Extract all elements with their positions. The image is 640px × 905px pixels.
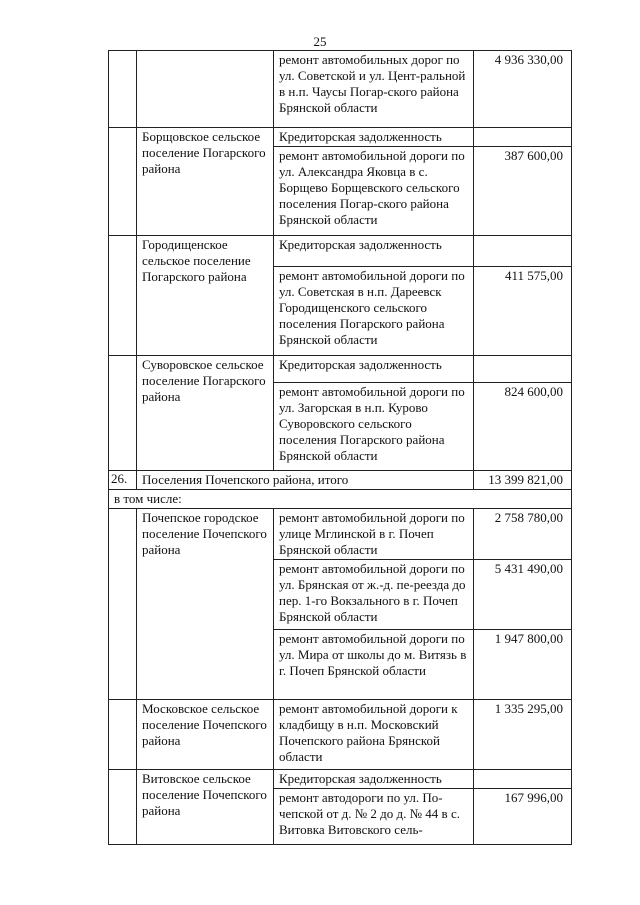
work-description: ремонт автомобильной дороги по ул. Мира от школы до м. Витязь в г. Почеп Брянской области (274, 630, 474, 700)
amount-cell: 5 431 490,00 (474, 560, 572, 630)
work-description: ремонт автомобильной дороги по ул. Загорская в н.п. Курово Суворовского сельского поселения Погарского района Брянской области (274, 383, 474, 471)
amount-cell: 387 600,00 (474, 147, 572, 236)
amount-cell: 4 936 330,00 (474, 51, 572, 128)
amount-cell (474, 128, 572, 147)
amount-cell (474, 236, 572, 267)
including-label: в том числе: (109, 490, 572, 509)
settlement-name: Борщовское сельское поселение Погарского района (137, 128, 274, 236)
table-row (109, 128, 572, 147)
page-number: 25 (313, 34, 327, 49)
table-row (109, 490, 572, 509)
amount-cell: 411 575,00 (474, 267, 572, 356)
amount-cell: 167 996,00 (474, 789, 572, 845)
table-row (109, 471, 572, 490)
amount-cell: 2 758 780,00 (474, 509, 572, 560)
table-row (109, 770, 572, 789)
table-row (109, 509, 572, 560)
work-description: ремонт автомобильной дороги по ул. Советская в н.п. Дареевск Городищенского сельского поселения Погарского района Брянской области (274, 267, 474, 356)
amount-cell: 1 335 295,00 (474, 700, 572, 770)
number-cell (109, 51, 137, 128)
settlement-name: Суворовское сельское поселение Погарского района (137, 356, 274, 471)
amount-cell: 1 947 800,00 (474, 630, 572, 700)
row-number: 26. (109, 471, 137, 490)
amount-cell: 824 600,00 (474, 383, 572, 471)
work-description: Кредиторская задолженность (274, 236, 474, 267)
number-cell (109, 128, 137, 236)
amount-cell (474, 770, 572, 789)
table-row (109, 236, 572, 267)
district-total-label: Поселения Почепского района, итого (137, 471, 474, 490)
work-description: Кредиторская задолженность (274, 128, 474, 147)
number-cell (109, 236, 137, 356)
amount-cell (474, 356, 572, 383)
number-cell (109, 509, 137, 700)
number-cell (109, 770, 137, 845)
allocation-table (108, 50, 572, 845)
settlement-cell (137, 51, 274, 128)
number-cell (109, 700, 137, 770)
work-description: ремонт автодороги по ул. По-чепской от д. № 2 до д. № 44 в с. Витовка Витовского сель- (274, 789, 474, 845)
table-row (109, 51, 572, 128)
table-row (109, 356, 572, 383)
number-cell (109, 356, 137, 471)
district-total-amount: 13 399 821,00 (474, 471, 572, 490)
work-description: ремонт автомобильной дороги по ул. Брянская от ж.-д. пе-реезда до пер. 1-го Вокзального в г. Почеп Брянской области (274, 560, 474, 630)
settlement-name: Витовское сельское поселение Почепского района (137, 770, 274, 845)
work-description: Кредиторская задолженность (274, 770, 474, 789)
work-description: Кредиторская задолженность (274, 356, 474, 383)
work-description: ремонт автомобильной дороги по улице Мглинской в г. Почеп Брянской области (274, 509, 474, 560)
work-description: ремонт автомобильных дорог по ул. Советской и ул. Цент-ральной в н.п. Чаусы Погар-ского района Брянской области (274, 51, 474, 128)
table-row (109, 700, 572, 770)
work-description: ремонт автомобильной дороги к кладбищу в н.п. Московский Почепского района Брянской области (274, 700, 474, 770)
settlement-name: Городищенское сельское поселение Погарского района (137, 236, 274, 356)
settlement-name: Почепское городское поселение Почепского района (137, 509, 274, 700)
work-description: ремонт автомобильной дороги по ул. Александра Яковца в с. Борщево Борщевского сельского поселения Погар-ского района Брянской области (274, 147, 474, 236)
settlement-name: Московское сельское поселение Почепского района (137, 700, 274, 770)
